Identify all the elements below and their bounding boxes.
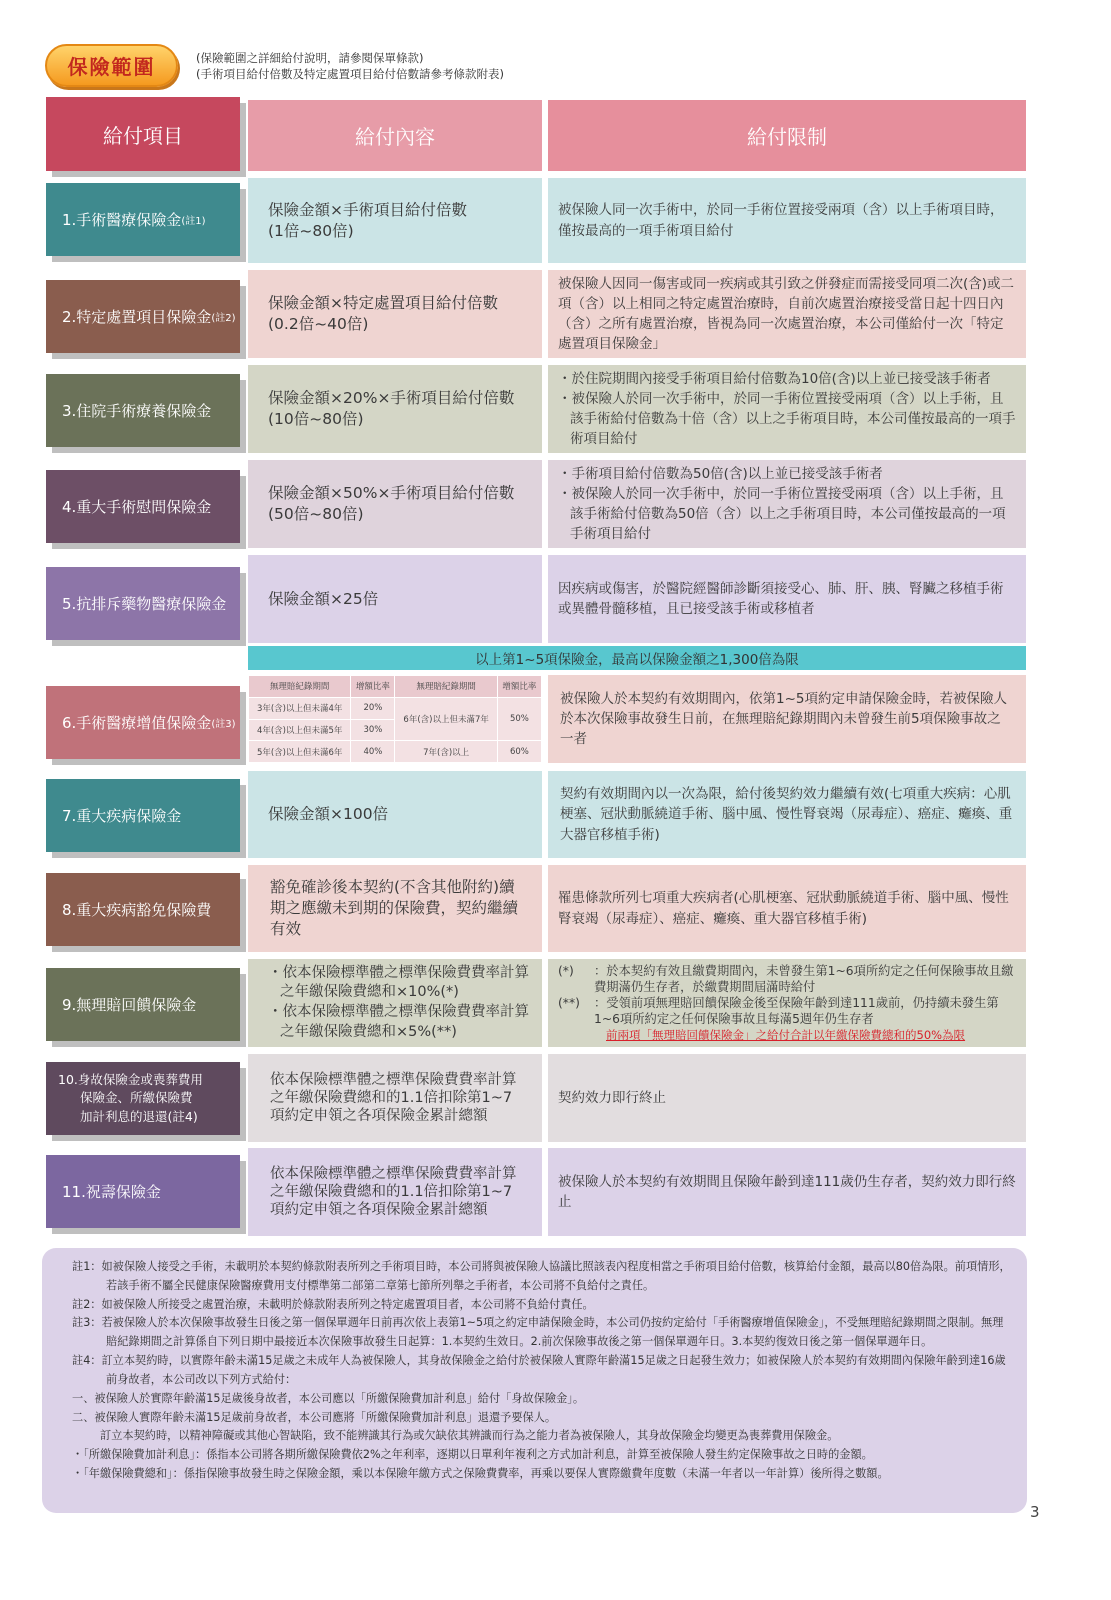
note-definition-2: ・「年繳保險費總和」：係指保險事故發生時之保險金額，乘以本保險年繳方式之保險費費率，再乘以要保人實際繳費年度數（未滿一年者以一年計算）後所得之數額。 [72,1466,889,1480]
limit-row-4 [548,460,1026,548]
item-label: 8.重大疾病豁免保險費 [62,901,212,919]
limit-row-9 [548,959,1026,1047]
item-row-1 [46,183,240,256]
item-label-line: 保險金、所繳保險費 [80,1090,193,1106]
item-label: 1.手術醫療保險金 [62,211,182,229]
content-line: (0.2倍~40倍) [268,315,369,333]
content-line: 保險金額×20%×手術項目給付倍數 [268,389,515,408]
section-note-1: (保險範圍之詳細給付說明，請參閱保單條款) [196,51,424,65]
section-note-2: (手術項目給付倍數及特定處置項目給付倍數請參考條款附表) [196,67,504,81]
limit-text: 被保險人同一次手術中，於同一手術位置接受兩項（含）以上手術項目時，僅按最高的一項手術項目給付 [558,202,1004,239]
table-header: 增額比率 [497,676,541,698]
content-line: 保險金額×特定處置項目給付倍數 [268,294,498,313]
table-cell: 5年(含)以上但未滿6年 [249,741,351,763]
item-label: 5.抗排斥藥物醫療保險金 [62,595,227,613]
limit-text: 因疾病或傷害，於醫院經醫師診斷須接受心、肺、肝、胰、腎臟之移植手術或異體骨髓移植，且已接受該手術或移植者 [558,580,1004,617]
item-row-7 [46,779,240,852]
item-row-2 [46,280,240,353]
item-row-4 [46,470,240,543]
content-line: 保險金額×100倍 [268,805,389,824]
content-row-2 [248,270,542,358]
item-row-10 [46,1062,240,1135]
note-2: 註2：如被保險人所接受之處置治療，未載明於條款附表所列之特定處置項目者，本公司將不負給付責任。 [72,1297,594,1311]
table-header: 無理賠紀錄期間 [249,676,351,698]
limit-text: 契約效力即行終止 [558,1089,666,1106]
content-row-9 [248,959,542,1047]
content-row-1 [248,178,542,263]
header-content: 給付內容 [248,100,542,171]
limit-text: 契約有效期間內以一次為限，給付後契約效力繼續有效(七項重大疾病：心肌梗塞、冠狀動脈繞道手術、腦中風、慢性腎衰竭（尿毒症）、癌症、癱瘓、重大器官移植手術) [560,786,1013,843]
table-cell: 40% [351,741,395,763]
header-item: 給付項目 [46,97,240,171]
cap-bar: 以上第1~5項保險金，最高以保險金額之1,300倍為限 [248,646,1026,670]
content-line: (50倍~80倍) [268,505,364,523]
note-4-item-1: 一、被保險人於實際年齡滿15足歲後身故者，本公司應以「所繳保險費加計利息」給付「身故保險金」。 [72,1391,585,1405]
item-label-line: 加計利息的退還(註4) [80,1108,198,1124]
header-limit: 給付限制 [548,100,1026,171]
limit-bullet: ・於住院期間內接受手術項目給付倍數為10倍(含)以上並已接受該手術者 [558,370,991,387]
item-row-6 [46,686,240,759]
limit-text: ：於本契約有效且繳費期間內，未曾發生第1~6項所約定之任何保險事故且繳費期滿仍生存者，於繳費期間屆滿時給付 [594,963,1014,994]
item-note: (註3) [211,719,236,730]
limit-row-10 [548,1054,1026,1142]
item-note: (註2) [211,313,236,324]
note-1: 註1：如被保險人接受之手術，未載明於本契約條款附表所列之手術項目時，本公司將與被保險人協議比照該表內程度相當之手術項目給付倍數，核算給付金額，最高以80倍為限。前項情形，若該手術不屬全民健康保險醫療費用支付標準第二部第二章第七節所列舉之手術者，本公司將不負給付之責任。 [72,1260,1011,1292]
limit-row-11 [548,1148,1026,1236]
limit-row-5 [548,555,1026,643]
content-row-7 [248,771,542,858]
item-label: 4.重大手術慰問保險金 [62,498,212,516]
item-label: 6.手術醫療增值保險金 [62,714,212,732]
content-row-10 [248,1054,542,1142]
content-row-8 [248,865,542,952]
content-line: 豁免確診後本契約(不含其他附約)續期之應繳未到期的保險費，契約繼續有效 [270,878,519,938]
limit-bullet: ・被保險人於同一次手術中，於同一手術位置接受兩項（含）以上手術，且該手術給付倍數為50倍（含）以上之手術項目時，本公司僅按最高的一項手術項目給付 [558,485,1006,543]
note-4-item-2: 二、被保險人實際年齡未滿15足歲前身故者，本公司應將「所繳保險費加計利息」退還予要保人。 [72,1410,557,1424]
table-cell: 60% [497,741,541,763]
limit-text: 罹患條款所列七項重大疾病者(心肌梗塞、冠狀動脈繞道手術、腦中風、慢性腎衰竭（尿毒症）、癌症、癱瘓、重大器官移植手術) [558,890,1009,927]
item-label: 2.特定處置項目保險金 [62,308,212,326]
item-label-line: 10.身故保險金或喪葬費用 [58,1072,203,1088]
limit-row-2 [548,270,1026,358]
notes-box [42,1248,1027,1513]
limit-row-3 [548,365,1026,453]
item-row-9 [46,968,240,1041]
item-label: 7.重大疾病保險金 [62,807,182,825]
table-cell: 3年(含)以上但未滿4年 [249,697,351,719]
content-line: (10倍~80倍) [268,410,364,428]
limit-row-1 [548,178,1026,263]
table-cell: 20% [351,697,395,719]
section-badge: 保險範圍 [45,44,178,87]
note-definition-1: ・「所繳保險費加計利息」：係指本公司將各期所繳保險費依2%之年利率，逐期以日單利年複利之方式加計利息，計算至被保險人發生約定保險事故之日時的金額。 [72,1448,873,1462]
limit-row-7 [548,771,1026,858]
item-row-8 [46,873,240,946]
limit-bullet: ・被保險人於同一次手術中，於同一手術位置接受兩項（含）以上手術，且該手術給付倍數為十倍（含）以上之手術項目時，本公司僅按最高的一項手術項目給付 [558,390,1016,448]
limit-bullet: ・手術項目給付倍數為50倍(含)以上並已接受該手術者 [558,465,883,482]
limit-text: 被保險人因同一傷害或同一疾病或其引致之併發症而需接受同項二次(含)或二項（含）以上相同之特定處置治療時，自前次處置治療接受當日起十四日內（含）之所有處置治療，皆視為同一次處置治療，本公司僅給付一次「特定處置項目保險金」 [558,275,1015,353]
content-line: 保險金額×50%×手術項目給付倍數 [268,484,515,503]
content-row-11 [248,1148,542,1236]
note-4: 註4：訂立本契約時，以實際年齡未滿15足歲之未成年人為被保險人，其身故保險金之給付於被保險人實際年齡滿15足歲之日起發生效力；如被保險人於本契約有效期間內保險年齡到達16歲前身故者，本公司改以下列方式給付： [72,1354,1006,1386]
content-row-5 [248,555,542,643]
content-line: 依本保險標準體之標準保險費費率計算之年繳保險費總和的1.1倍扣除第1~7項約定申領之各項保險金累計總額 [270,1071,517,1125]
table-cell: 50% [497,697,541,741]
page-number: 3 [1030,1503,1040,1521]
content-row-3 [248,365,542,453]
item-row-5 [46,567,240,640]
content-line: (1倍~80倍) [268,221,354,240]
table-header: 無理賠紀錄期間 [395,676,497,698]
footnote-key: (**) [558,995,580,1010]
limit-red-note: 前兩項「無理賠回饋保險金」之給付合計以年繳保險費總和的50%為限 [606,1027,966,1042]
content-bullet: ・依本保險標準體之標準保險費費率計算之年繳保險費總和×10%(*) [268,964,529,1001]
footnote-key: (*) [558,963,574,978]
content-bullet: ・依本保險標準體之標準保險費費率計算之年繳保險費總和×5%(**) [268,1004,529,1040]
note-3: 註3：若被保險人於本次保險事故發生日後之第一個保單週年日前再次依上表第1~5項之約定申請保險金時，本公司仍按約定給付「手術醫療增值保險金」，不受無理賠紀錄期間之限制。無理賠紀錄期間之計算係自下列日期中最接近本次保險事故發生日起算：1.本契約生效日。2.前次保險事故後之第一個保單週年日。3.本契約復效日後之第一個保單週年日。 [72,1316,1004,1349]
item-row-3 [46,374,240,447]
item-label: 9.無理賠回饋保險金 [62,996,197,1014]
limit-row-6 [548,675,1026,763]
table-cell: 30% [351,719,395,741]
note-4-extra: 訂立本契約時，以精神障礙或其他心智缺陷，致不能辨識其行為或欠缺依其辨識而行為之能力者為被保險人，其身故保險金均變更為喪葬費用保險金。 [100,1429,839,1443]
limit-text: ：受領前項無理賠回饋保險金後至保險年齡到達111歲前，仍持續未發生第1~6項所約定之任何保險事故且每滿5週年仍生存者 [594,995,999,1026]
item-label: 3.住院手術療養保險金 [62,402,212,420]
item-label: 11.祝壽保險金 [62,1183,161,1201]
increment-table [248,675,542,763]
table-cell: 4年(含)以上但未滿5年 [249,719,351,741]
content-line: 保險金額×手術項目給付倍數 [268,200,467,219]
table-header: 增額比率 [351,676,395,698]
table-cell: 7年(含)以上 [395,741,497,763]
content-row-4 [248,460,542,548]
table-cell: 6年(含)以上但未滿7年 [395,697,497,741]
content-line: 保險金額×25倍 [268,589,379,608]
item-note: (註1) [181,216,206,227]
item-row-11 [46,1155,240,1228]
content-line: 依本保險標準體之標準保險費費率計算之年繳保險費總和的1.1倍扣除第1~7項約定申領之各項保險金累計總額 [270,1165,517,1219]
limit-row-8 [548,865,1026,952]
limit-text: 被保險人於本契約有效期間內，依第1~5項約定申請保險金時，若被保險人於本次保險事故發生日前，在無理賠紀錄期間內未曾發生前5項保險事故之一者 [560,690,1007,748]
limit-text: 被保險人於本契約有效期間且保險年齡到達111歲仍生存者，契約效力即行終止 [558,1173,1016,1210]
